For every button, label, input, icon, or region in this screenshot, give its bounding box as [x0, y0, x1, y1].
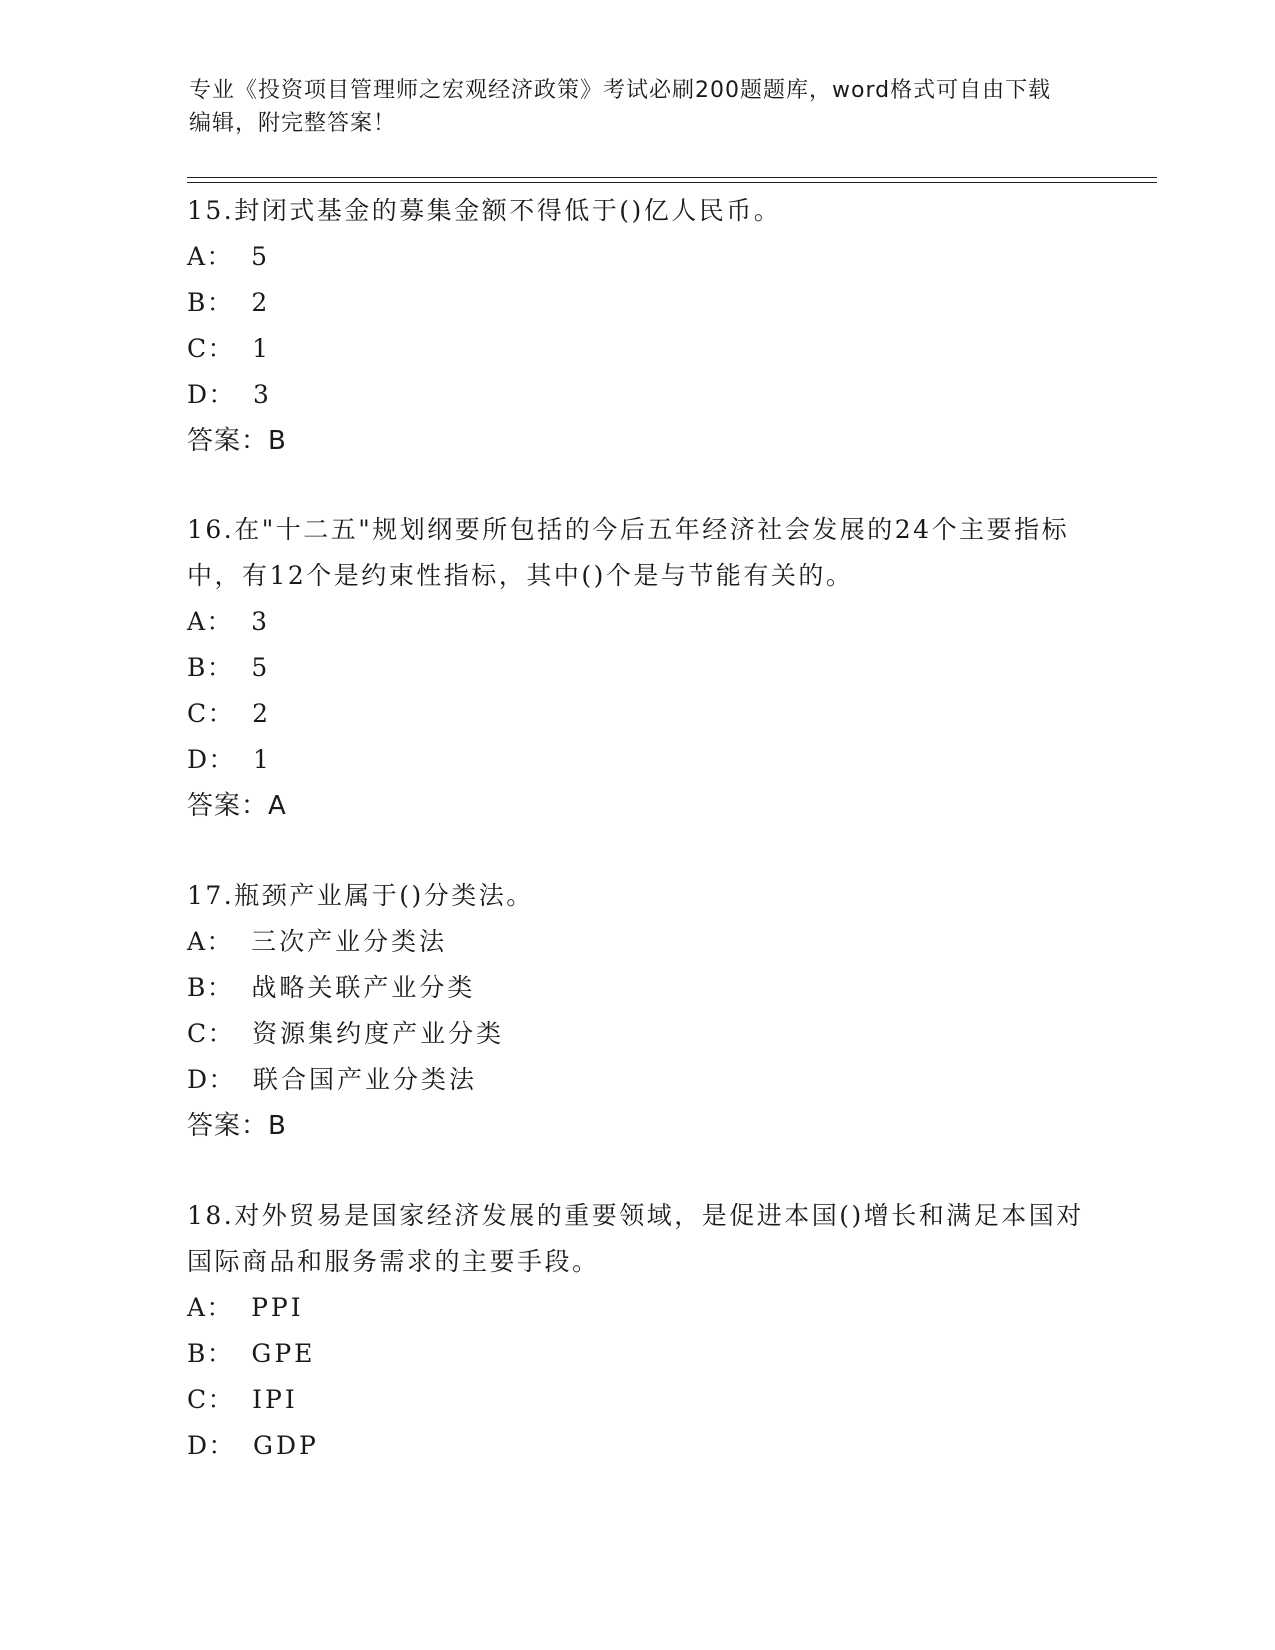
question-text: 对外贸易是国家经济发展的重要领域，是促进本国()增长和满足本国对国际商品和服务需求的主要手段。 [187, 1201, 1084, 1276]
option-label: B： [187, 653, 234, 682]
option-label: C： [187, 334, 235, 363]
option-b [187, 965, 1087, 1011]
option-text: GDP [253, 1431, 319, 1460]
question-stem [187, 1193, 1087, 1285]
option-label: C： [187, 1385, 235, 1414]
option-text: GPE [251, 1339, 316, 1368]
option-text: PPI [251, 1293, 304, 1322]
option-text: 3 [251, 607, 270, 636]
option-c [187, 326, 1087, 372]
option-text: 2 [252, 699, 272, 728]
question-stem [187, 188, 1087, 234]
option-label: D： [187, 1431, 236, 1460]
header-divider-top [187, 177, 1157, 178]
question-text: 在"十二五"规划纲要所包括的今后五年经济社会发展的24个主要指标中，有12个是约束性指标，其中()个是与节能有关的。 [187, 515, 1070, 590]
option-label: D： [187, 380, 236, 409]
answer-line: 答案：A [187, 791, 287, 821]
option-c [187, 1011, 1087, 1057]
question-stem [187, 873, 1087, 919]
question-text: 封闭式基金的募集金额不得低于()亿人民币。 [234, 196, 782, 225]
question-number: 18. [187, 1201, 235, 1230]
option-text: 3 [253, 380, 272, 409]
question-17 [187, 873, 1087, 1149]
question-number: 16. [187, 515, 235, 544]
option-b [187, 1331, 1087, 1377]
option-a [187, 599, 1087, 645]
document-header [189, 74, 1069, 140]
option-a [187, 234, 1087, 280]
option-label: D： [187, 1065, 236, 1094]
question-stem [187, 507, 1087, 599]
question-18 [187, 1193, 1087, 1469]
option-label: A： [187, 1293, 234, 1322]
option-text: 战略关联产业分类 [251, 973, 476, 1002]
option-b [187, 645, 1087, 691]
option-text: 三次产业分类法 [251, 927, 448, 956]
option-label: A： [187, 242, 234, 271]
header-intro-text: 专业《投资项目管理师之宏观经济政策》考试必刷200题题库，word格式可自由下载编辑，附完整答案！ [189, 78, 1052, 136]
question-16 [187, 507, 1087, 829]
option-c [187, 691, 1087, 737]
option-d [187, 1057, 1087, 1103]
answer-line: 答案：B [187, 426, 287, 456]
question-number: 17. [187, 881, 235, 910]
option-text: 5 [251, 653, 271, 682]
option-text: 2 [251, 288, 271, 317]
option-text: IPI [252, 1385, 298, 1414]
option-d [187, 737, 1087, 783]
question-text: 瓶颈产业属于()分类法。 [234, 881, 534, 910]
option-label: A： [187, 927, 234, 956]
option-text: 联合国产业分类法 [253, 1065, 478, 1094]
header-divider-bottom [187, 182, 1157, 183]
question-15 [187, 188, 1087, 464]
option-text: 1 [253, 745, 272, 774]
option-label: B： [187, 288, 234, 317]
option-label: D： [187, 745, 236, 774]
option-text: 资源集约度产业分类 [252, 1019, 505, 1048]
option-a [187, 919, 1087, 965]
option-label: C： [187, 699, 235, 728]
option-d [187, 372, 1087, 418]
option-label: B： [187, 1339, 234, 1368]
option-c [187, 1377, 1087, 1423]
option-a [187, 1285, 1087, 1331]
option-b [187, 280, 1087, 326]
question-number: 15. [187, 196, 235, 225]
option-d [187, 1423, 1087, 1469]
option-label: A： [187, 607, 234, 636]
option-label: B： [187, 973, 234, 1002]
option-text: 1 [252, 334, 272, 363]
option-label: C： [187, 1019, 235, 1048]
answer-line: 答案：B [187, 1111, 287, 1141]
option-text: 5 [251, 242, 270, 271]
